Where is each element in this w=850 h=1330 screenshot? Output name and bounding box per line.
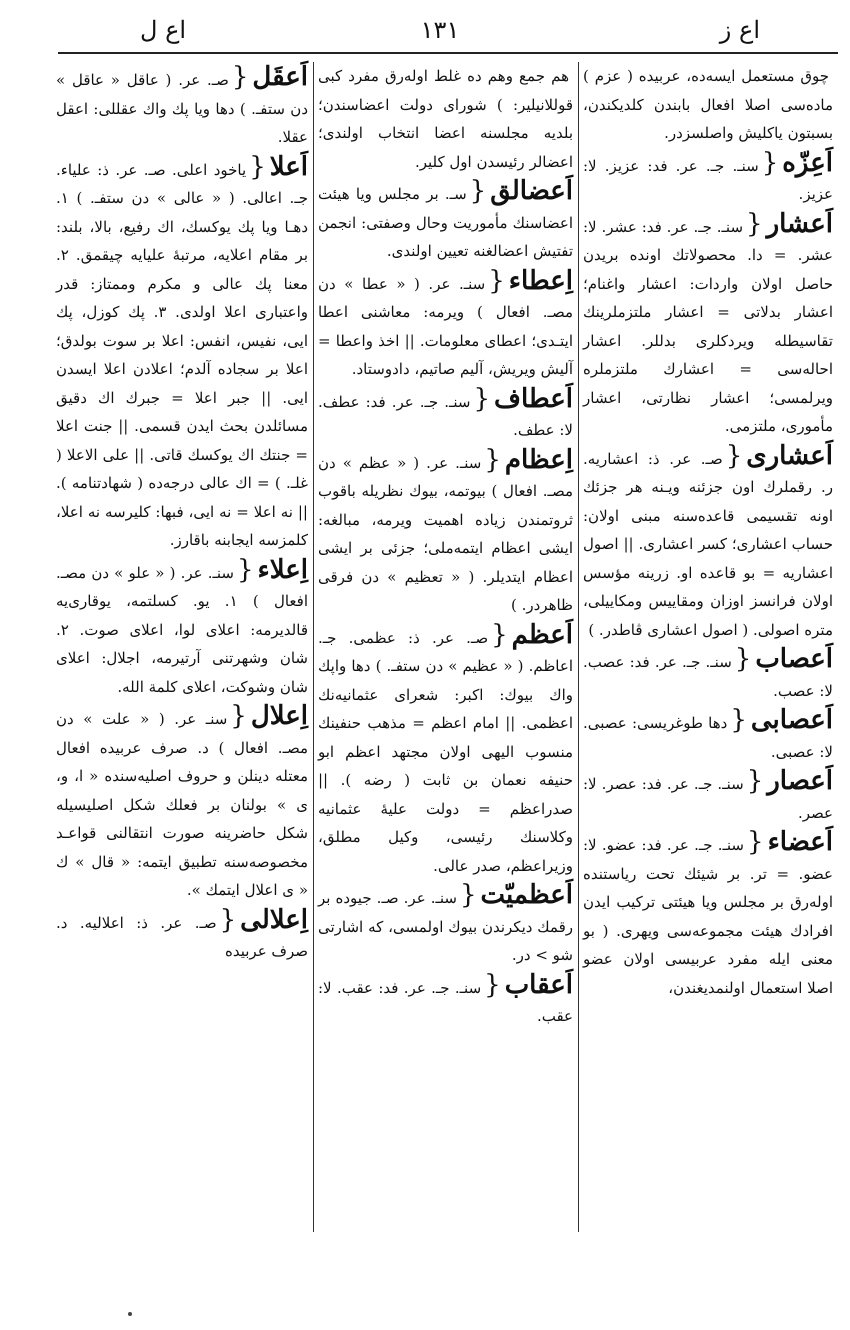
column-divider bbox=[578, 62, 579, 1232]
column-middle bbox=[318, 62, 573, 1242]
dictionary-entry: اَعطاف{سنـ. جـ. عر. فد: عطف. لا: عطف. bbox=[318, 383, 573, 439]
dictionary-entry: اَعقاب{سنـ. جـ. عر. فد: عقب. لا: عقب. bbox=[318, 969, 573, 1025]
dictionary-entry: اِعلال{سنـ عر. ( « علت » دن مصـ. افعال ) د. صرف عربیده افعال معتله دینلن و حروف اصلیه‌سنده « ا، و، ی » بولنان بر فعلك شکل اصلیسیله شکل حاضرینه صورت انتقالنی قواعـد مخصوصه‌سنه تطبیق ایتمه: « قال » ك « ی اعلال ایتمك ». bbox=[56, 701, 308, 899]
headword: اَعصاب bbox=[755, 644, 833, 674]
headword: اَعضالق bbox=[490, 176, 573, 206]
headword: اَعظم bbox=[511, 619, 573, 650]
headword: اَعلا bbox=[269, 151, 308, 182]
headword: اِعطاء bbox=[508, 265, 573, 296]
headword: اَعضاء bbox=[767, 827, 833, 857]
dictionary-entry bbox=[318, 62, 573, 176]
dictionary-entry: اَعقَل{صـ. عر. ( عاقل « عاقل » دن ستفـ. ) دها ویا پك واك عقللی: اعقل عقلا. bbox=[56, 62, 308, 146]
definition: سنـ. جـ. عر. فد: عطف. لا: عطف. bbox=[318, 392, 573, 439]
page-number: ١٣١ bbox=[420, 16, 460, 44]
dictionary-entry: اَعِزّه{سنـ. جـ. عر. فد: عزیز. لا: عزیز. bbox=[583, 147, 833, 203]
dictionary-entry: اَعصابی{دها طوغریسی: عصبی. لا: عصبی. bbox=[583, 705, 833, 761]
dictionary-entry: اَعصاب{سنـ. جـ. عر. فد: عصب. لا: عصب. bbox=[583, 644, 833, 700]
headword: اَعظمیّت bbox=[480, 880, 573, 910]
definition: صـ. عر. ذ: اعلالیه. د. صرف عربیده bbox=[56, 913, 308, 960]
definition: صـ. عر. ذ: عظمی. جـ. اعاظم. ( « عظیم » دن ستفـ. ) دها واپك واك بیوك: اکبر: شعرای عثمانیه‌نك اعظمی. || امام اعظم = مذهب حنفینك منسوب الیهی اولان مجتهد اعظم ابو حنیفه نعمان بن ثابت ( رضه ). || صدراعظم = دولت علیهٔ عثمانیه وکلاسنك رئیسی، وکیل مطلق، وزیراعظم، صدر عالی. bbox=[318, 628, 573, 875]
definition: چوق مستعمل ایسه‌ده، عربیده ( عزم ) ماده‌سی اصلا افعال بابندن کلدیکندن، بسبتون یاکلیش واصلسزدر. bbox=[583, 67, 833, 142]
definition: سنـ. جـ. عر. فد: عضو. لا: عضو. = تر. بر شیئك تحت ریاستنده اوله‌رق بر مجلس ویا هیئتی ترکیب ایدن افرادك هیئت مجموعه‌سی ویهری. ( بو معنی ایله مفرد عربیسی اولان عضو اصلا استعمال اولنمدیغندن، bbox=[583, 836, 833, 997]
headword: اِعلالی bbox=[240, 904, 308, 935]
headword: اَعطاف bbox=[494, 383, 573, 414]
headword: اَعصابی bbox=[750, 705, 833, 735]
definition: سـ. بر مجلس ویا هیئت اعضاسنك مأموریت وحال وصفتی: انجمن تفتیش اعضالغنه تعیین اولندی. bbox=[318, 185, 573, 260]
column-right bbox=[583, 62, 833, 1242]
headword: اَعقاب bbox=[504, 969, 573, 1000]
headword: اَعِزّه bbox=[782, 147, 833, 178]
column-left bbox=[56, 62, 308, 1242]
dictionary-entry: اَعظمیّت{سنـ. عر. صـ. جیوده بر رقمك دیکرندن بیوك اولمسی، که اشارتی شو > در. bbox=[318, 880, 573, 964]
dictionary-entry: اِعلاء{سنـ. عر. ( « علو » دن مصـ. افعال ) ١. یو. کسلتمه، یوقاری‌یه قالدیرمه: اعلای لوا، اعلای صوت. ٢. شان وشهرتنی آرتیرمه، اجلال: اعلای شان وشوکت، اعلای کلمة الله. bbox=[56, 554, 308, 696]
dictionary-entry: اَعلا{یاخود اعلی. صـ. عر. ذ: علیاء. جـ. اعالی. ( « عالی » دن ستفـ. ) ١. دهـا ویا پك یوکسك، اك رفیع، بالا، بلند: بر مقام اعلایه، مرتبهٔ علیایه چیقمق. ٢. معنا پك عالی و مکرم وممتاز: قدر واعتباری اعلا اولدی. ٣. پك کوزل، پك ایی، نفیس، انفس: اعلا بر سوت بولدق؛ اعلا بر سجاده آلدم؛ اعلادن اعلا ایسدن ایی. || جبر اعلا = جبرك اك دقیق مسائلدن بحث ایدن قسمی. || جنت اعلا = جنتك اك یوکسك قاتی. || علی الاعلا ( غلـ. ) = اك عالی درجه‌ده ( شهادتنامه ). || نه اعلا = نه ایی، فبها: کلیرسه نه اعلا، کلمزسه ایجابنه باقارز. bbox=[56, 151, 308, 549]
page-header bbox=[40, 10, 830, 52]
definition: سنـ. جـ. عر. فد: عزیز. لا: عزیز. bbox=[583, 156, 833, 203]
dictionary-entry: اِعظام{سنـ. عر. ( « عظم » دن مصـ. افعال ) بیوتمه، بیوك نظریله باقوب ثروتمندن زیاده اهمیت ویرمه، مبالغه: ایشی اعظام ایتمه‌ملی؛ جزئی بر ایشی اعظام ایتدیلر. ( « تعظیم » دن فرقی ظاهردر. ) bbox=[318, 444, 573, 614]
headword: اَعشاری bbox=[746, 440, 833, 471]
headword: اِعظام bbox=[504, 444, 573, 475]
dictionary-entry: اَعشاری{صـ. عر. ذ: اعشاریه. ر. رقملرك اون جزئنه ویـنه هر جزئك اونه تقسیمی قاعده‌سنه مبنی اولان: حساب اعشاری؛ کسر اعشاری. || اصول اعشاریه = بو قاعده او. زرینه مؤسس اولان فرانسز اوزان ومقاییس ومکاییلی، متره اصولی. ( اصول اعشاری ڤاطدر. ) bbox=[583, 440, 833, 639]
definition: سنـ. جـ. عر. فد: عصب. لا: عصب. bbox=[583, 653, 833, 700]
definition: صـ. عر. ( عاقل « عاقل » دن ستفـ. ) دها ویا پك واك عقللی: اعقل عقلا. bbox=[56, 71, 308, 146]
definition: هم جمع وهم ده غلط اوله‌رق مفرد کبی قوللانیلیر: ) شورای دولت اعضاسندن؛ بلدیه مجلسنه اعضا انتخاب اولندی؛ اعضالر رئیسدن اول کلیر. bbox=[318, 67, 573, 171]
dictionary-entry: اِعلالی{صـ. عر. ذ: اعلالیه. د. صرف عربیده bbox=[56, 904, 308, 960]
headword: اَعصار bbox=[767, 766, 833, 796]
dictionary-entry: اَعظم{صـ. عر. ذ: عظمی. جـ. اعاظم. ( « عظیم » دن ستفـ. ) دها واپك واك بیوك: اکبر: شعرای عثمانیه‌نك اعظمی. || امام اعظم = مذهب حنفینك منسوب الیهی اولان مجتهد اعظم ابو حنیفه نعمان بن ثابت ( رضه ). || صدراعظم = دولت علیهٔ عثمانیه وکلاسنك رئیسی، وکیل مطلق، وزیراعظم، صدر عالی. bbox=[318, 619, 573, 875]
header-rule bbox=[58, 52, 838, 54]
header-right-guide-word: اع ز bbox=[719, 16, 760, 44]
dictionary-entry: اَعضالق{سـ. بر مجلس ویا هیئت اعضاسنك مأموریت وحال وصفتی: انجمن تفتیش اعضالغنه تعیین اولندی. bbox=[318, 176, 573, 260]
definition: سنـ. جـ. عر. فد: عصر. لا: عصر. bbox=[583, 775, 833, 822]
definition: یاخود اعلی. صـ. عر. ذ: علیاء. جـ. اعالی. ( « عالی » دن ستفـ. ) ١. دهـا ویا پك یوکسك، اك رفیع، بالا، بلند: بر مقام اعلایه، مرتبهٔ علیایه چیقمق. ٢. معنا پك عالی و مکرم وممتاز: قدر واعتباری اعلا اولدی. ٣. پك کوزل، پك ایی، نفیس، انفس: اعلا بر سوت بولدق؛ اعلا بر سجاده آلدم؛ اعلادن اعلا ایسدن ایی. || جبر اعلا = جبرك اك دقیق مسائلدن بحث ایدن قسمی. || جنت اعلا = جنتك اك یوکسك قاتی. || علی الاعلا ( غلـ. ) = اك عالی درجه‌ده ( شهادتنامه ). || نه اعلا = نه ایی، فبها: کلیرسه نه اعلا، کلمزسه ایجابنه باقارز. bbox=[56, 160, 308, 549]
definition: سنـ. جـ. عر. فد: عشر. لا: عشر. = دا. محصولاتك اونده بریدن حاصل اولان واردات: اعشار واغنام؛ اعشار بدلاتی = اعشار ملتزملرینك تقاسیطله ویردکلری بدللر. اعشار احاله‌سی = اعشارك ملتزملره ویرلمسی؛ اعشار نظارتی، اعشار مأموری، ملتزمی. bbox=[583, 217, 833, 435]
definition: سنـ. جـ. عر. فد: عقب. لا: عقب. bbox=[318, 978, 573, 1025]
dictionary-entry bbox=[583, 62, 833, 148]
stray-mark bbox=[128, 1312, 132, 1316]
dictionary-entry: اَعضاء{سنـ. جـ. عر. فد: عضو. لا: عضو. = تر. بر شیئك تحت ریاستنده اوله‌رق بر مجلس ویا هیئتی ترکیب ایدن افرادك هیئت مجموعه‌سی ویهری. ( بو معنی ایله مفرد عربیسی اولان عضو اصلا استعمال اولنمدیغندن، bbox=[583, 827, 833, 997]
definition: صـ. عر. ذ: اعشاریه. ر. رقملرك اون جزئنه ویـنه هر جزئك اونه تقسیمی قاعده‌سنه مبنی اولان: حساب اعشاری؛ کسر اعشاری. || اصول اعشاریه = بو قاعده او. زرینه مؤسس اولان فرانسز اوزان ومقاییس ومکاییلی، متره اصولی. ( اصول اعشاری ڤاطدر. ) bbox=[583, 449, 833, 639]
definition: سنـ عر. ( « علت » دن مصـ. افعال ) د. صرف عربیده افعال معتله دینلن و حروف اصلیه‌سنده « ا، و، ی » بولنان بر فعلك شکل اصلیسیله شکل حاضرینه صورت انتقالنی قواعـد مخصوصه‌سنه تطبیق ایتمه: « قال » ك « ی اعلال ایتمك ». bbox=[56, 710, 308, 899]
definition: دها طوغریسی: عصبی. لا: عصبی. bbox=[583, 714, 833, 761]
dictionary-entry: اَعصار{سنـ. جـ. عر. فد: عصر. لا: عصر. bbox=[583, 766, 833, 822]
definition: سنـ. عر. ( « عظم » دن مصـ. افعال ) بیوتمه، بیوك نظریله باقوب ثروتمندن زیاده اهمیت ویرمه، مبالغه: ایشی اعظام ایتمه‌ملی؛ جزئی بر ایشی اعظام ایتدیلر. ( « تعظیم » دن فرقی ظاهردر. ) bbox=[318, 453, 573, 614]
header-left-guide-word: اع ل bbox=[140, 16, 187, 44]
dictionary-entry: اَعشار{سنـ. جـ. عر. فد: عشر. لا: عشر. = دا. محصولاتك اونده بریدن حاصل اولان واردات: اعشار واغنام؛ اعشار بدلاتی = اعشار ملتزملرینك تقاسیطله ویردکلری بدللر. اعشار احاله‌سی = اعشارك ملتزملره ویرلمسی؛ اعشار نظارتی، اعشار مأموری، ملتزمی. bbox=[583, 208, 833, 435]
column-divider bbox=[313, 62, 314, 1232]
headword: اَعشار bbox=[766, 208, 833, 239]
headword: اَعقَل bbox=[252, 62, 308, 92]
headword: اِعلاء bbox=[257, 554, 308, 585]
definition: سنـ. عر. ( « عطا » دن مصـ. افعال ) ویرمه: معاشنی اعطا ایتـدی؛ اعطای معلومات. || اخذ واعطا = آلیش ویریش، آلیم صاتیم، دادوستاد. bbox=[318, 274, 573, 378]
dictionary-entry: اِعطاء{سنـ. عر. ( « عطا » دن مصـ. افعال ) ویرمه: معاشنی اعطا ایتـدی؛ اعطای معلومات. || اخذ واعطا = آلیش ویریش، آلیم صاتیم، دادوستاد. bbox=[318, 265, 573, 378]
definition: سنـ. عر. صـ. جیوده بر رقمك دیکرندن بیوك اولمسی، که اشارتی شو > در. bbox=[318, 889, 573, 964]
definition: سنـ. عر. ( « علو » دن مصـ. افعال ) ١. یو. کسلتمه، یوقاری‌یه قالدیرمه: اعلای لوا، اعلای صوت. ٢. شان وشهرتنی آرتیرمه، اجلال: اعلای شان وشوکت، اعلای کلمة الله. bbox=[56, 563, 308, 696]
headword: اِعلال bbox=[250, 701, 308, 731]
